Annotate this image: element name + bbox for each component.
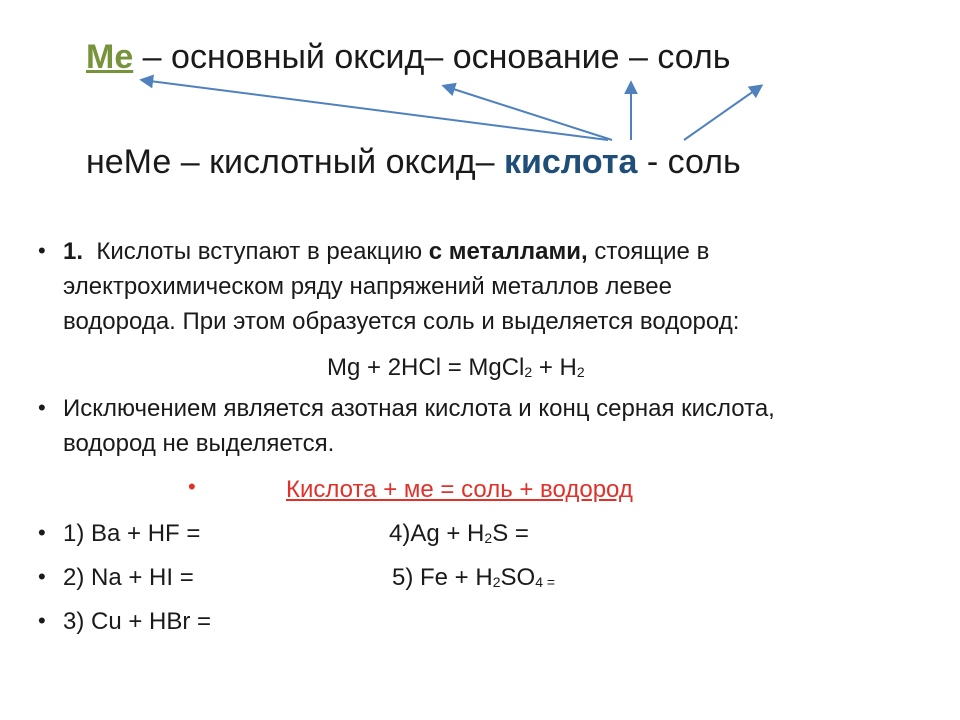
bullet-dot: • <box>38 520 46 545</box>
bullet-dot: • <box>38 238 46 263</box>
arrow-to-basic-oxide <box>444 86 612 140</box>
bullet-dot: • <box>38 395 46 420</box>
bullet-2-text <box>63 391 775 461</box>
bullet-1-bold: с металлами, <box>428 238 588 265</box>
bullet-1-number: 1. <box>63 238 84 265</box>
bullet-1-line-2: электрохимическом ряду напряжений металлов левее <box>63 273 672 300</box>
bullet-1-text <box>63 234 739 339</box>
bullet-2-line-1: Исключением является азотная кислота и конц серная кислота, <box>63 395 775 422</box>
task-4: $4)Ag + H_2S$ = <box>389 520 529 547</box>
task-2: 2) Na + HI = <box>63 564 194 591</box>
task-5: 5) $Fe + H_2SO_4$ $_=$ <box>392 564 556 591</box>
nonmetal-chain-text: неМе – кислотный оксид– <box>86 143 504 181</box>
bullet-dot: • <box>38 564 46 589</box>
rule-acid-metal: Кислота + ме = соль + водород <box>286 476 633 503</box>
scheme-line-nonmetal <box>86 143 741 182</box>
bullet-2-line-2: водород не выделяется. <box>63 430 335 457</box>
bullet-1-line-3: водорода. При этом образуется соль и выделяется водород: <box>63 308 740 335</box>
arrow-to-salt <box>684 86 761 140</box>
bullet-dot: • <box>38 608 46 633</box>
bullet-dot-red: • <box>188 474 196 499</box>
arrow-to-metal <box>142 80 608 140</box>
metal-chain-text: – основный оксид– основание – соль <box>133 38 731 76</box>
bullet-1-line-1: 1. Кислоты вступают в реакцию с металлами, стоящие в <box>63 238 710 265</box>
task-1: 1) Ba + HF = <box>63 520 201 547</box>
equation-mg-hcl: Mg + 2HCl = MgCl$_2$ + $H_2$ <box>327 354 585 381</box>
acid-label: кислота <box>503 143 638 181</box>
metal-label: Ме <box>86 38 134 76</box>
nonmetal-chain-end: - соль <box>637 143 741 181</box>
task-3: 3) Cu + HBr = <box>63 608 212 635</box>
